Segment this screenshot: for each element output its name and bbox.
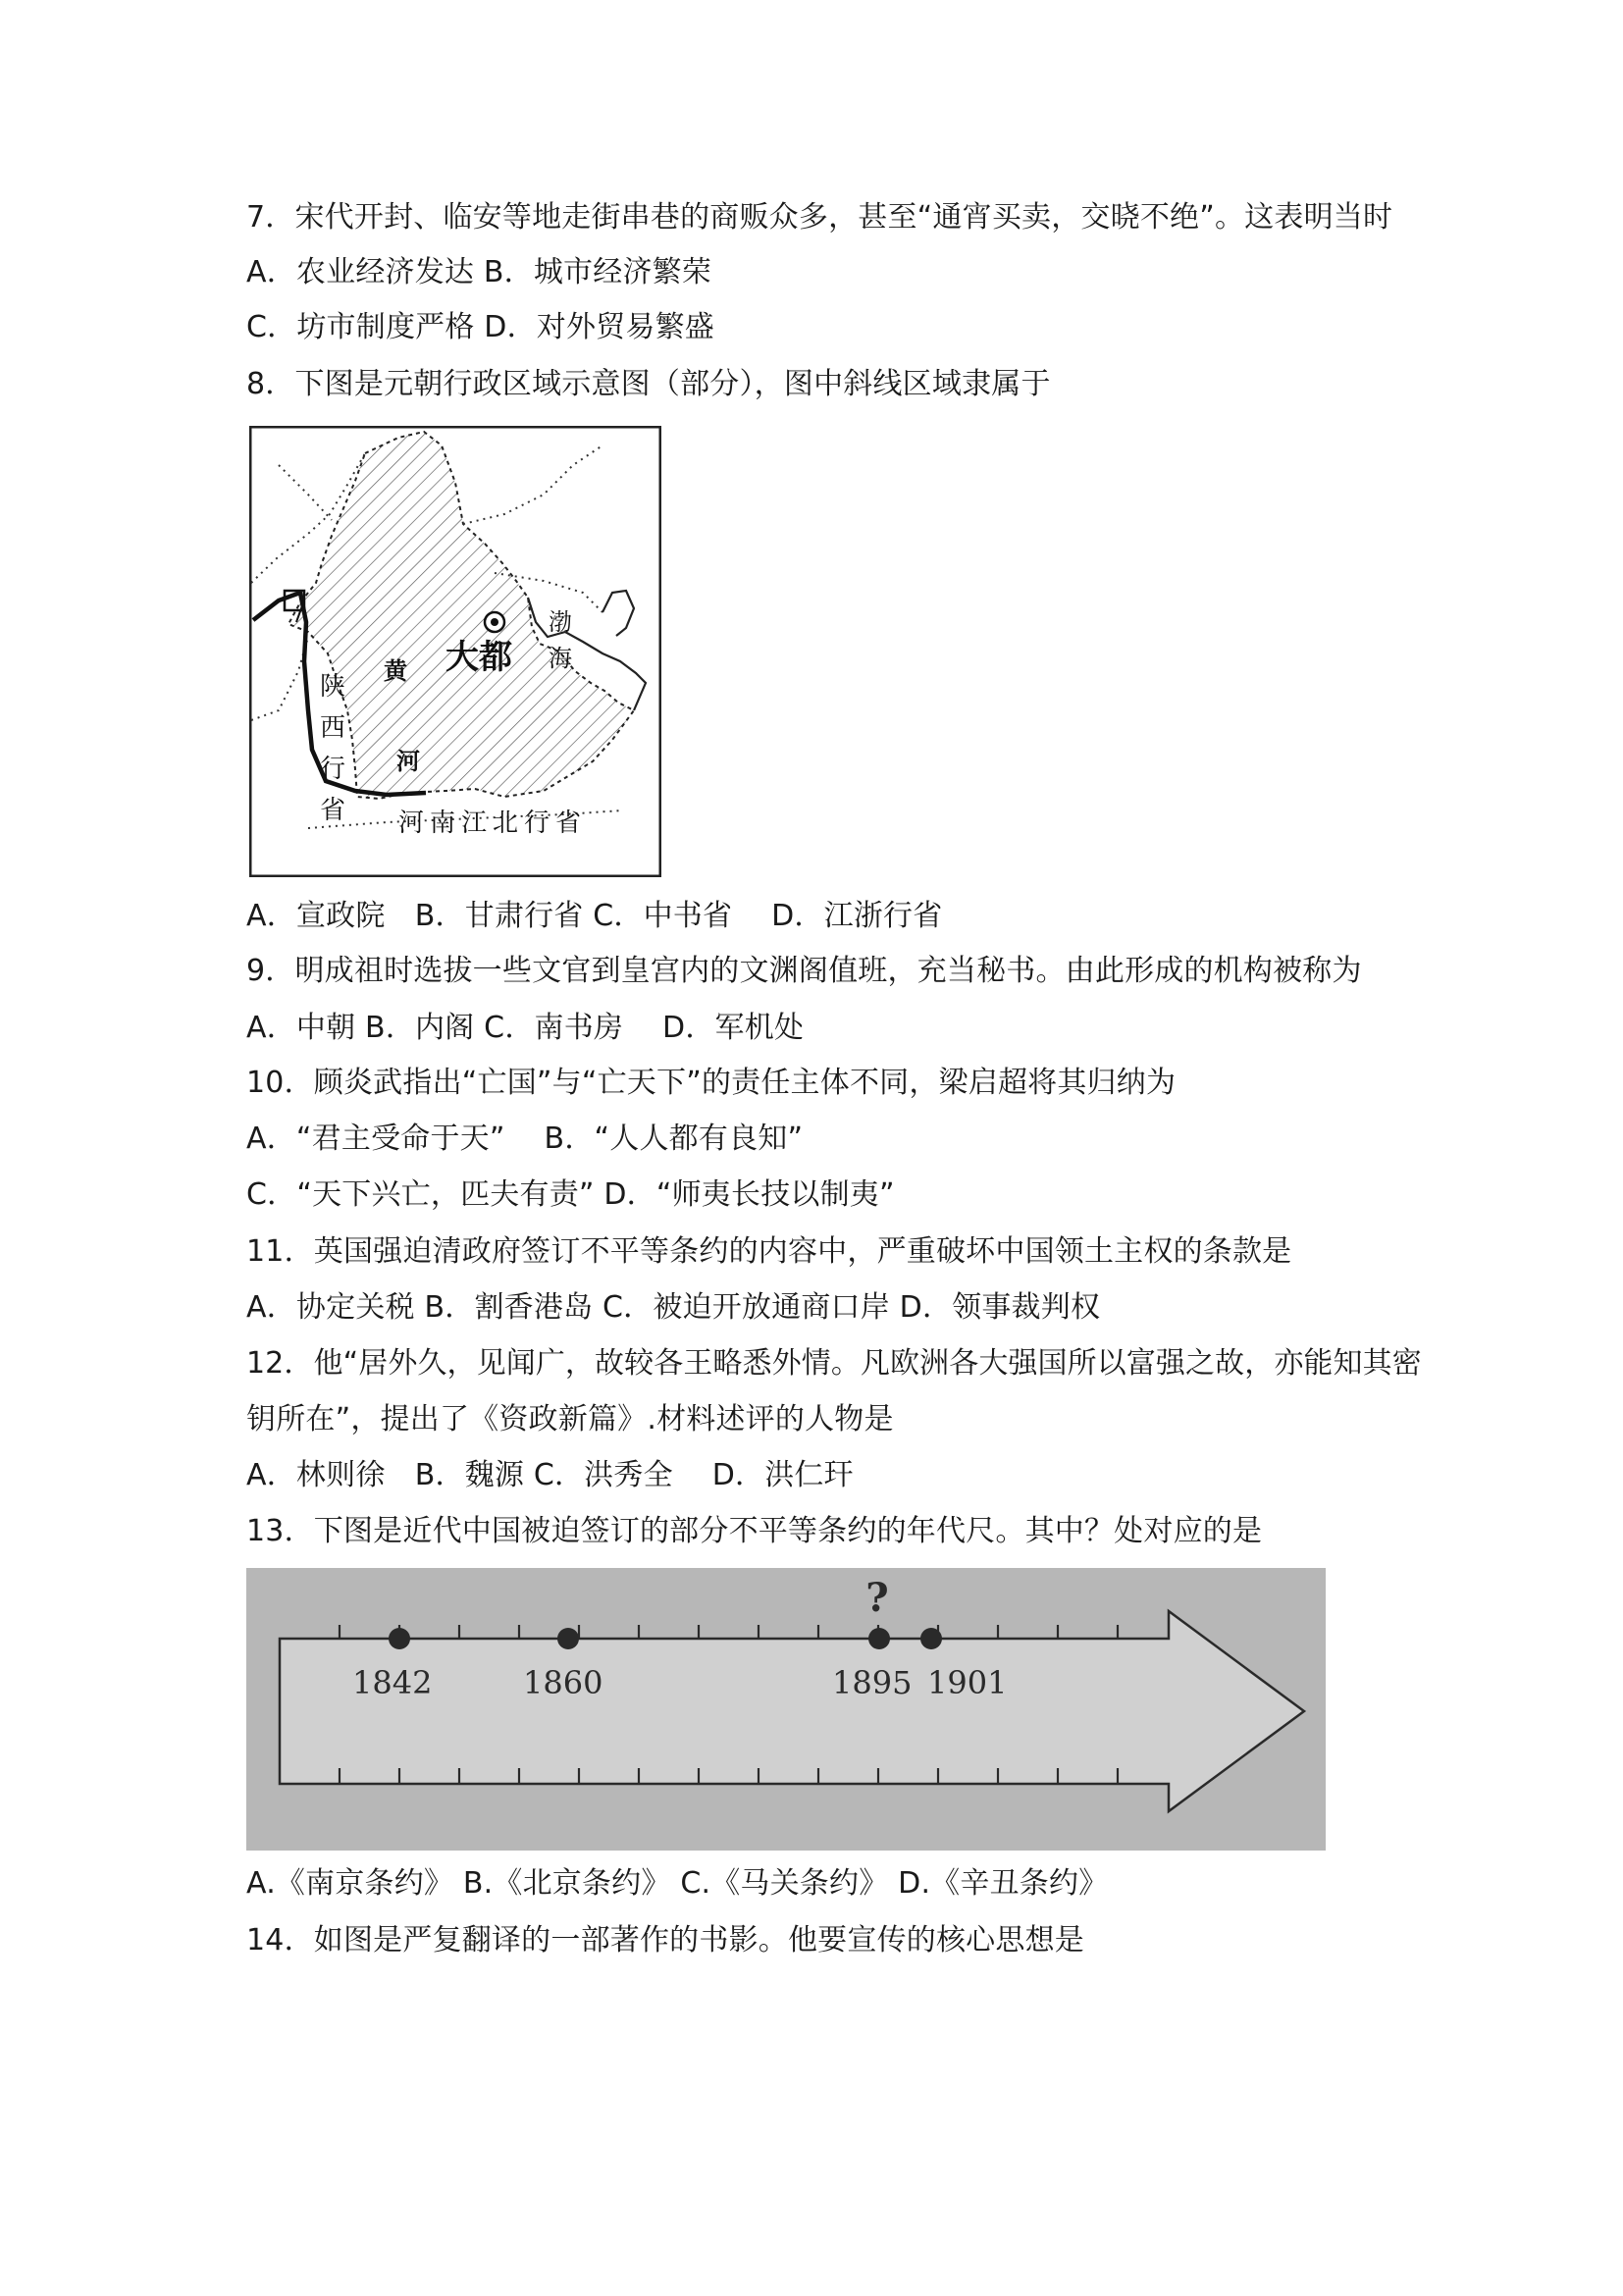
treaty-timeline-ruler bbox=[246, 1568, 1326, 1851]
label-bohai-2: 海 bbox=[549, 645, 572, 672]
yuan-administrative-map bbox=[249, 426, 661, 877]
question-8-stem: 8．下图是元朝行政区域示意图（部分），图中斜线区域隶属于 bbox=[246, 367, 1051, 401]
question-13-options: A.《南京条约》 B.《北京条约》 C.《马关条约》 D.《辛丑条约》 bbox=[246, 1866, 1109, 1901]
year-label-1895: 1895 bbox=[832, 1664, 913, 1701]
timeline-point-1895 bbox=[868, 1628, 890, 1649]
timeline-point-1901 bbox=[920, 1628, 942, 1649]
question-9-options: A．中朝 B．内阁 C．南书房 D．军机处 bbox=[246, 1011, 805, 1045]
timeline-arrow bbox=[280, 1611, 1304, 1811]
timeline-point-1842 bbox=[389, 1628, 410, 1649]
year-label-1901: 1901 bbox=[927, 1664, 1008, 1701]
question-10-options-row-1: A．“君主受命于天” B．“人人都有良知” bbox=[246, 1122, 804, 1156]
year-label-1842: 1842 bbox=[352, 1664, 433, 1701]
year-label-1860: 1860 bbox=[523, 1664, 603, 1701]
question-10-options-row-2: C．“天下兴亡，匹夫有责” D．“师夷长技以制夷” bbox=[246, 1177, 895, 1212]
label-henan: 河南江北行省 bbox=[398, 809, 588, 838]
label-shaanxi-1: 陕 bbox=[320, 672, 346, 702]
label-bohai-1: 渤 bbox=[549, 608, 572, 636]
timeline-point-1860 bbox=[557, 1628, 579, 1649]
label-shaanxi-4: 省 bbox=[320, 796, 346, 825]
question-9-stem: 9．明成祖时选拔一些文官到皇宫内的文渊阁值班，充当秘书。由此形成的机构被称为 bbox=[246, 954, 1362, 988]
question-11-options: A．协定关税 B．割香港岛 C．被迫开放通商口岸 D．领事裁判权 bbox=[246, 1290, 1101, 1325]
label-shaanxi-3: 行 bbox=[320, 755, 346, 784]
question-14-stem: 14．如图是严复翻译的一部著作的书影。他要宣传的核心思想是 bbox=[246, 1923, 1084, 1957]
question-12-stem: 12．他“居外久，见闻广，故较各王略悉外情。凡欧洲各大强国所以富强之故，亦能知其密 bbox=[246, 1346, 1422, 1381]
label-dadu: 大都 bbox=[445, 638, 512, 677]
question-7-options-row-1: A．农业经济发达 B．城市经济繁荣 bbox=[246, 255, 712, 289]
question-mark-label: ? bbox=[865, 1575, 889, 1621]
question-10-stem: 10．顾炎武指出“亡国”与“亡天下”的责任主体不同，梁启超将其归纳为 bbox=[246, 1066, 1177, 1100]
question-11-stem: 11．英国强迫清政府签订不平等条约的内容中，严重破坏中国领土主权的条款是 bbox=[246, 1234, 1292, 1269]
question-12-stem-continued: 钥所在”，提出了《资政新篇》.材料述评的人物是 bbox=[246, 1402, 894, 1436]
question-12-options: A．林则徐 B．魏源 C．洪秀全 D．洪仁玕 bbox=[246, 1458, 854, 1492]
label-huanghe-2: 河 bbox=[396, 748, 420, 775]
question-7-stem: 7．宋代开封、临安等地走街串巷的商贩众多，甚至“通宵买卖，交晓不绝”。这表明当时 bbox=[246, 200, 1393, 235]
label-shaanxi-2: 西 bbox=[320, 713, 346, 743]
question-8-options: A．宣政院 B．甘肃行省 C．中书省 D．江浙行省 bbox=[246, 899, 943, 933]
capital-dot-icon bbox=[491, 618, 498, 626]
question-7-options-row-2: C．坊市制度严格 D．对外贸易繁盛 bbox=[246, 310, 714, 344]
question-13-stem: 13．下图是近代中国被迫签订的部分不平等条约的年代尺。其中？处对应的是 bbox=[246, 1514, 1263, 1548]
label-huanghe-1: 黄 bbox=[384, 657, 407, 685]
